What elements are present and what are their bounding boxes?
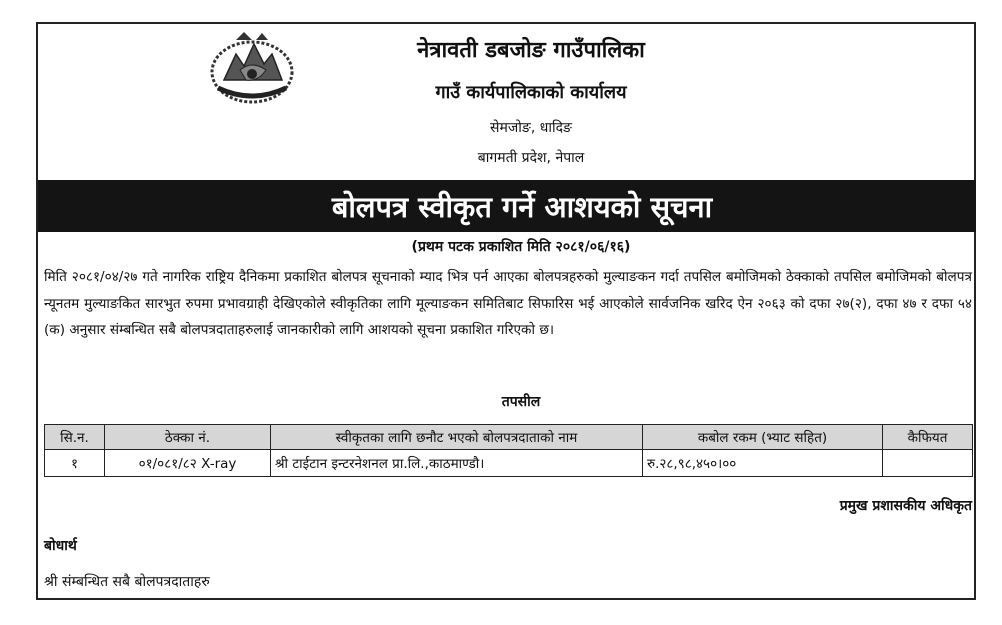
municipality-name: नेत्रावती डबजोङ गाउँपालिका (417, 38, 645, 63)
col-header-bidder-name: स्वीकृतका लागि छनौट भएको बोलपत्रदाताको नाम (271, 425, 643, 450)
col-header-sn: सि.न. (45, 425, 105, 450)
col-header-remarks: कैफियत (883, 425, 973, 450)
office-location: सेमजोङ, धादिङ (490, 120, 572, 136)
cell-contract-no: ०१/०८१/८२ X-ray (105, 450, 271, 477)
bodharth-label: बोधार्थ (44, 538, 77, 554)
cell-remarks (883, 450, 973, 477)
office-name: गाउँ कार्यपालिकाको कार्यालय (435, 82, 627, 103)
col-header-contract-no: ठेक्का नं. (105, 425, 271, 450)
award-table (44, 424, 973, 477)
table-row (45, 450, 973, 477)
published-date-note: (प्रथम पटक प्रकाशित मिति २०८१/०६/१६) (411, 239, 631, 255)
col-header-bid-amount: कबोल रकम (भ्याट सहित) (643, 425, 883, 450)
cell-bidder-name: श्री टाईटान इन्टरनेशनल प्रा.लि.,काठमाण्डौ। (271, 450, 643, 477)
table-caption: तपसील (501, 394, 541, 410)
notice-title-banner (38, 180, 976, 232)
notice-title: बोलपत्र स्वीकृत गर्ने आशयको सूचना (331, 189, 713, 224)
notice-paragraph: मिति २०८१/०४/२७ गते नागरिक राष्ट्रिय दैनिकमा प्रकाशित बोलपत्र सूचनाको म्याद भित्र पर्न आएका बोलपत्रहरुको मुल्याङकन गर्दा तपसिल बमोजिमको ठेक्काको तपसिल बमोजिमको बोलपत्र न्यूनतम मुल्याङकित सारभुत रुपमा प्रभावग्राही देखिएकोले स्वीकृतिका लागि मूल्याङकन समितिबाट सिफारिस भई आएकोले सार्वजनिक खरिद ऐन २०६३ को दफा २७(२), दफा ४७ र दफा ५४ (क) अनुसार संम्बन्धित सबै बोलपत्रदाताहरुलाई जानकारीको लागि आशयको सूचना प्रकाशित गरिएको छ। (44, 269, 972, 338)
table-header-row (45, 425, 973, 450)
cell-bid-amount: रु.२८,९८,४५०।०० (643, 450, 883, 477)
cc-recipients: श्री संम्बन्धित सबै बोलपत्रदाताहरु (44, 574, 210, 590)
province-line: बागमती प्रदेश, नेपाल (477, 150, 585, 166)
cell-sn: १ (45, 450, 105, 477)
signatory-title: प्रमुख प्रशासकीय अधिकृत (839, 498, 972, 514)
